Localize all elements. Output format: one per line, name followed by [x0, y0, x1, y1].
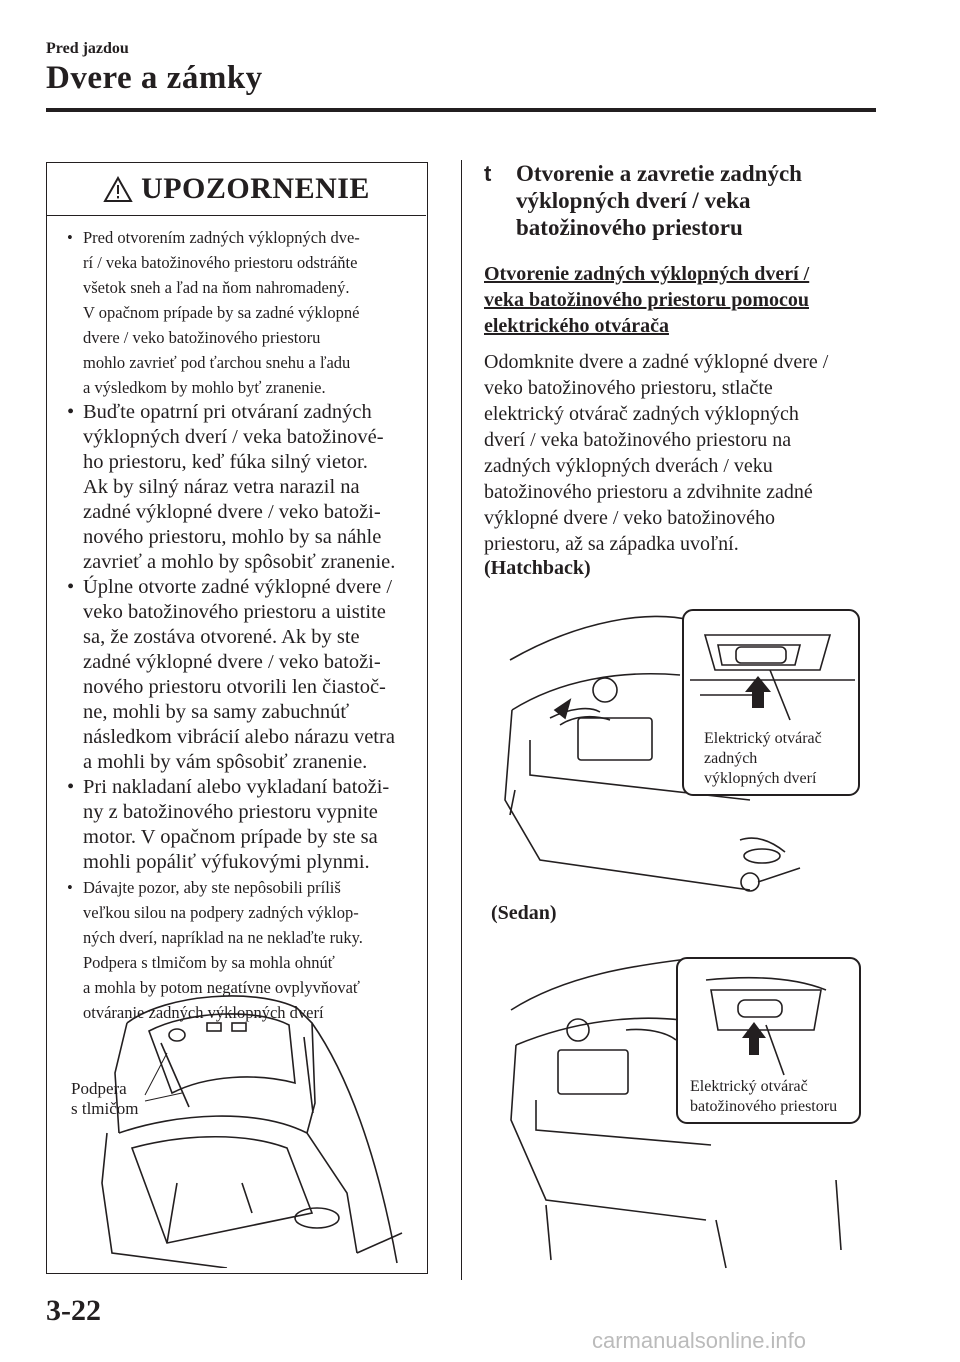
column-divider	[461, 160, 462, 1280]
warning-item-text: Dávajte pozor, aby ste nepôsobili príliš veľkou silou na podpery zadných výklop- ných dverí, napríklad na ne neklaďte ruky. Podpera s tlmičom by sa mohla ohnúť a mohla by potom negatívne ovplyvňovať otváranie zadných výklopných dverí	[83, 878, 363, 1022]
warning-item	[61, 775, 421, 875]
warning-header	[47, 163, 426, 216]
page-number: 3-22	[46, 1294, 101, 1327]
sedan-label: (Sedan)	[491, 902, 557, 924]
warning-box	[46, 162, 428, 1274]
bullet: •	[67, 576, 75, 598]
right-column	[484, 160, 879, 580]
section-heading-text: Otvorenie a zavretie zadných výklopných dverí / veka batožinového priestoru	[516, 161, 802, 240]
bullet: •	[67, 776, 75, 798]
instruction-paragraph: Odomknite dvere a zadné výklopné dvere / veko batožinového priestoru, stlačte elektrický otvárač zadných výklopných dverí / veka batožinového priestoru na zadných výklopných dverách / veku batožinového priestoru a zdvihnite zadné výklopné dvere / veko batožinového priestoru, až sa západka uvoľní.	[484, 351, 829, 555]
warning-item-text: Pri nakladaní alebo vykladaní batoži- ny z batožinového priestoru vypnite motor. V opačnom prípade by ste sa mohli popáliť výfukovými plynmi.	[83, 776, 390, 873]
title-rule	[46, 108, 876, 112]
damper-label: Podpera s tlmičom	[71, 1079, 139, 1118]
sedan-callout: Elektrický otvárač batožinového priestoru	[690, 1078, 838, 1115]
page-title: Dvere a zámky	[46, 60, 263, 96]
subheading: Otvorenie zadných výklopných dverí / veka batožinového priestoru pomocou elektrického otvárača	[484, 263, 810, 337]
section-heading	[484, 160, 879, 241]
warning-heading: UPOZORNENIE	[141, 172, 370, 205]
warning-item-text: Úplne otvorte zadné výklopné dvere / veko batožinového priestoru a uistite sa, že zostáva otvorené. Ak by ste zadné výklopné dvere / veko batoži- nového priestoru otvorili len čiastoč- ne, mohli by sa samy zabuchnúť následkom vibrácií alebo nárazu vetra a mohli by vám spôsobiť zranenie.	[83, 576, 395, 773]
warning-list	[61, 225, 421, 1025]
section-label: Pred jazdou	[46, 40, 129, 57]
bullet: •	[67, 878, 73, 897]
section-marker: t	[484, 161, 492, 186]
warning-item	[61, 400, 421, 575]
warning-item-text: Buďte opatrní pri otváraní zadných výklopných dverí / veka batožinové- ho priestoru, keď fúka silný vietor. Ak by silný náraz vetra narazil na zadné výklopné dvere / veko batoži- nového priestoru, mohlo by sa náhle zavrieť a mohlo by spôsobiť zranenie.	[83, 401, 396, 573]
hatchback-label: (Hatchback)	[484, 557, 591, 579]
warning-item-text: Pred otvorením zadných výklopných dve- rí / veka batožinového priestoru odstráňte všetok sneh a ľad na ňom nahromadený. V opačnom prípade by sa zadné výklopné dvere / veko batožinového priestoru mohlo zavrieť pod ťarchou snehu a ľadu a výsledkom by mohlo byť zranenie.	[83, 228, 360, 397]
warning-item	[61, 575, 421, 775]
warning-item	[61, 225, 421, 400]
watermark: carmanualsonline.info	[592, 1328, 807, 1353]
bullet: •	[67, 401, 75, 423]
hatchback-callout: Elektrický otvárač zadných výklopných dverí	[704, 730, 822, 787]
bullet: •	[67, 228, 73, 247]
warning-triangle-icon	[103, 176, 133, 203]
open-hatch-illustration	[57, 983, 419, 1268]
